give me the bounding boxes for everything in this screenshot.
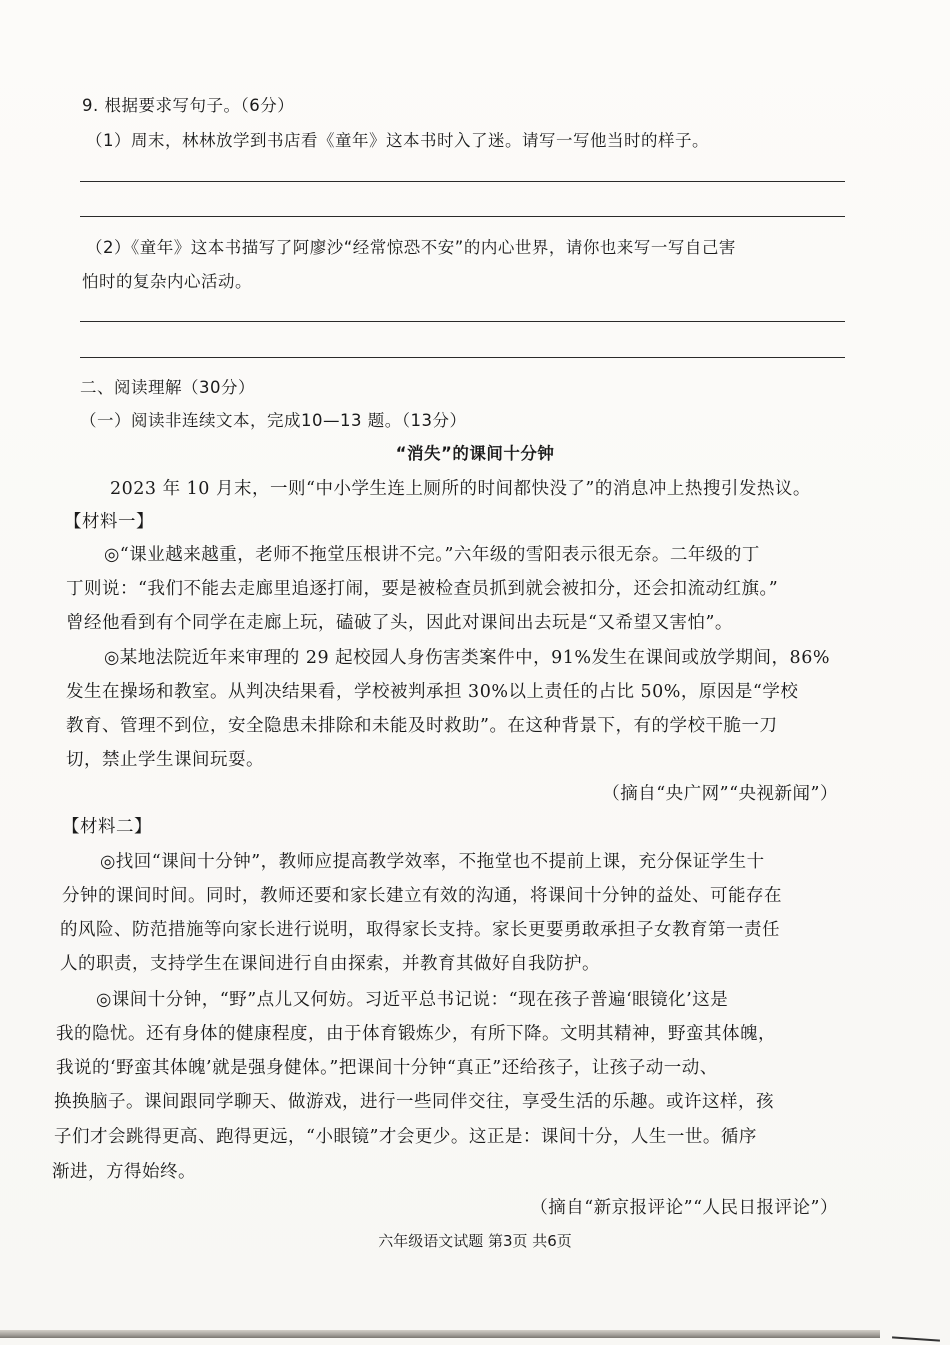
corner-mark [892,1336,940,1341]
material-2-paragraph-2-line-6: 渐进，方得始终。 [52,1162,196,1182]
section-2-title: 二、阅读理解（30分） [80,378,255,397]
material-1-paragraph-1-line-3: 曾经他看到有个同学在走廊上玩，磕破了头，因此对课间出去玩是“又希望又害怕”。 [66,613,733,633]
material-2-paragraph-2-line-5: 子们才会跳得更高、跑得更远，“小眼镜”才会更少。这正是：课间十分，人生一世。循序 [54,1127,757,1147]
page-footer: 六年级语文试题 第3页 共6页 [378,1232,572,1250]
section-2-subsection-1: （一）阅读非连续文本，完成10—13 题。（13分） [80,411,467,430]
answer-line-2[interactable] [80,216,845,217]
material-2-paragraph-1-line-3: 的风险、防范措施等向家长进行说明，取得家长支持。家长更要勇敢承担子女教育第一责任 [60,920,780,940]
material-2-paragraph-2-line-3: 我说的‘野蛮其体魄’就是强身健体。”把课间十分钟“真正”还给孩子，让孩子动一动、 [56,1058,718,1078]
material-2-source: （摘自“新京报评论”“人民日报评论”） [530,1198,838,1218]
question-9-part-2-line-2: 怕时的复杂内心活动。 [82,272,252,291]
material-1-paragraph-2-line-3: 教育、管理不到位，安全隐患未排除和未能及时救助”。在这种背景下，有的学校干脆一刀 [66,716,778,736]
answer-line-3[interactable] [80,321,845,322]
material-1-paragraph-1-line-2: 丁则说：“我们不能去走廊里追逐打闹，要是被检查员抓到就会被扣分，还会扣流动红旗。” [66,579,779,599]
question-9-title: 9. 根据要求写句子。（6分） [82,96,295,115]
article-intro: 2023 年 10 月末，一则“中小学生连上厕所的时间都快没了”的消息冲上热搜引发热议。 [110,479,811,499]
material-1-paragraph-1-line-1: ◎“课业越来越重，老师不拖堂压根讲不完。”六年级的雪阳表示很无奈。二年级的丁 [104,545,760,565]
material-1-source: （摘自“央广网”“央视新闻”） [602,784,838,804]
material-1-paragraph-2-line-4: 切，禁止学生课间玩耍。 [66,750,264,770]
material-1-label: 【材料一】 [64,512,154,532]
material-2-paragraph-2-line-4: 换换脑子。课间跟同学聊天、做游戏，进行一些同伴交往，享受生活的乐趣。或许这样，孩 [54,1092,774,1112]
page-bottom-edge [0,1330,880,1338]
material-1-paragraph-2-line-1: ◎某地法院近年来审理的 29 起校园人身伤害类案件中，91%发生在课间或放学期间，86% [104,648,830,668]
question-9-part-2-line-1: （2）《童年》这本书描写了阿廖沙“经常惊恐不安”的内心世界，请你也来写一写自己害 [86,238,736,257]
material-2-paragraph-2-line-2: 我的隐忧。还有身体的健康程度，由于体育锻炼少，有所下降。文明其精神，野蛮其体魄， [56,1024,776,1044]
article-title: “消失”的课间十分钟 [395,444,555,463]
answer-line-1[interactable] [80,181,845,182]
material-2-paragraph-1-line-1: ◎找回“课间十分钟”，教师应提高教学效率，不拖堂也不提前上课，充分保证学生十 [100,852,765,872]
material-2-label: 【材料二】 [62,817,152,837]
material-2-paragraph-1-line-4: 人的职责，支持学生在课间进行自由探索，并教育其做好自我防护。 [60,954,600,974]
material-2-paragraph-1-line-2: 分钟的课间时间。同时，教师还要和家长建立有效的沟通，将课间十分钟的益处、可能存在 [62,886,782,906]
question-9-part-1: （1）周末，林林放学到书店看《童年》这本书时入了迷。请写一写他当时的样子。 [86,131,709,150]
answer-line-4[interactable] [80,357,845,358]
material-2-paragraph-2-line-1: ◎课间十分钟，“野”点儿又何妨。习近平总书记说：“现在孩子普遍‘眼镜化’这是 [96,990,729,1010]
material-1-paragraph-2-line-2: 发生在操场和教室。从判决结果看，学校被判承担 30%以上责任的占比 50%，原因是“学校 [66,682,799,702]
